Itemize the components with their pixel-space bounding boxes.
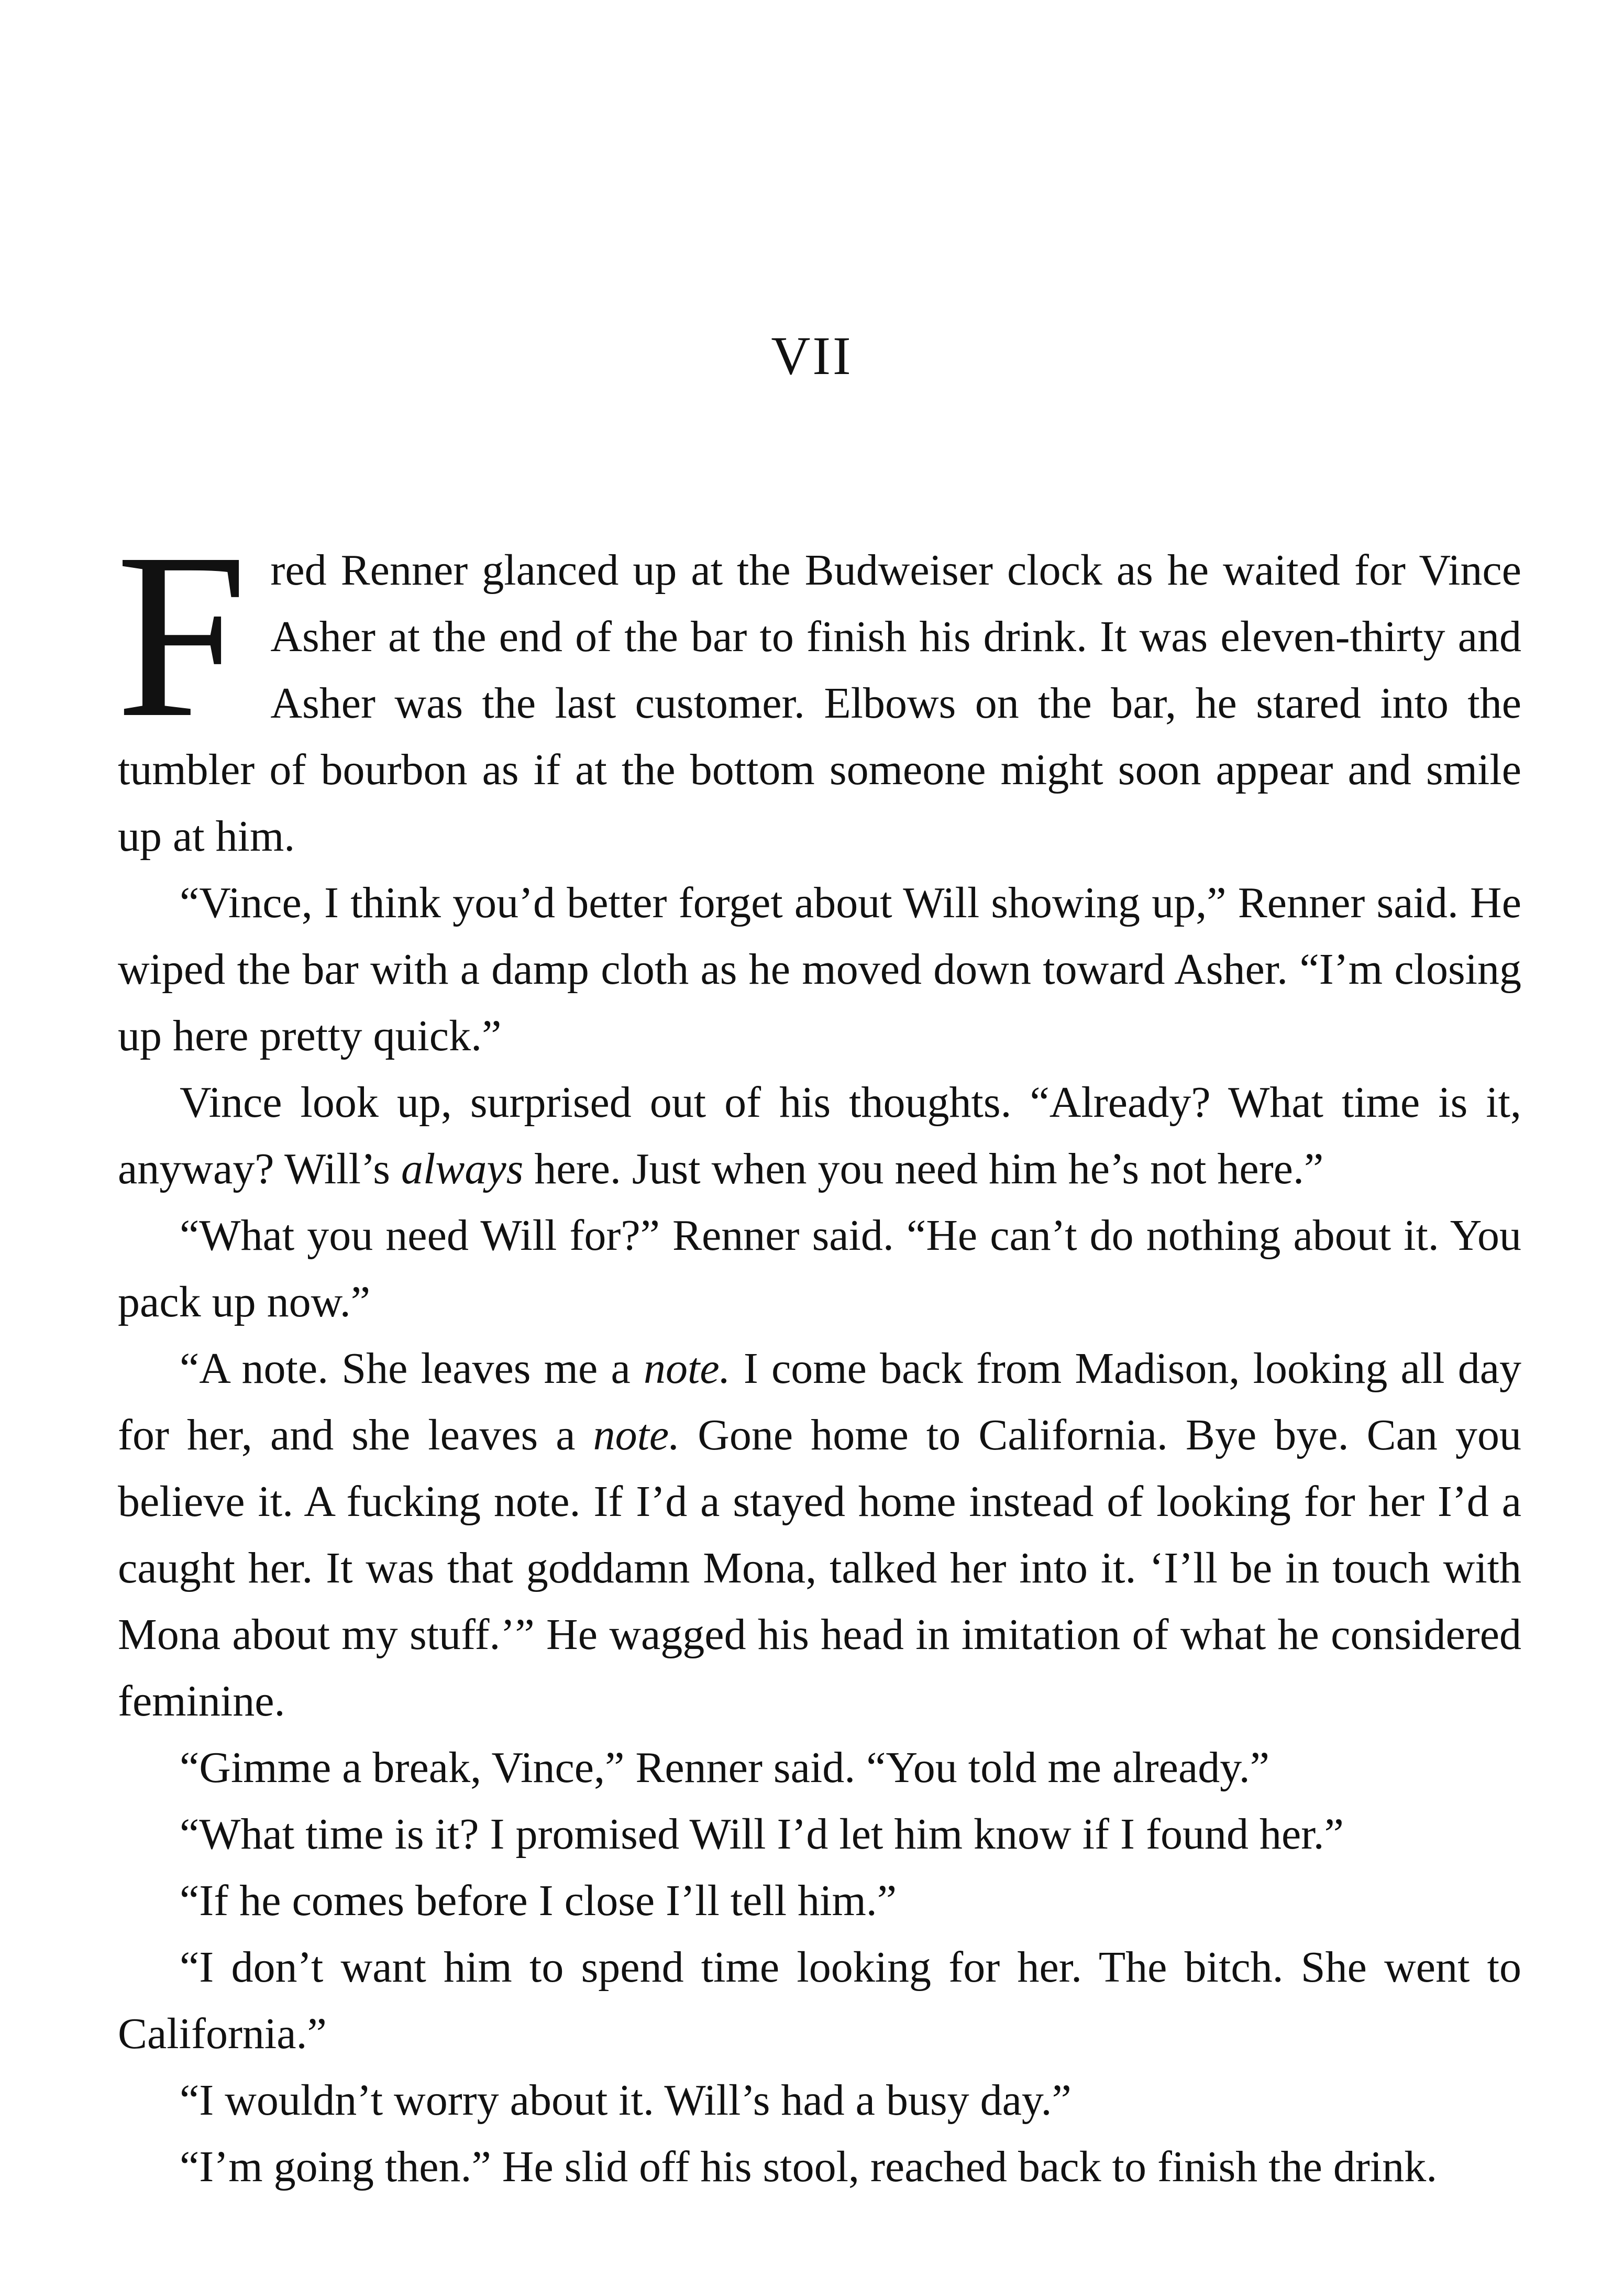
- paragraph-text: I come back from Madison, looking all day for her, and she leaves a: [118, 1344, 1521, 1459]
- paragraph-text: “I’m going then.” He slid off his stool, reached back to finish the drink.: [180, 2142, 1438, 2191]
- paragraph: [118, 1867, 1521, 1934]
- chapter-body: [116, 504, 1521, 2200]
- paragraph: [118, 1069, 1521, 1202]
- paragraph-text: red Renner glanced up at the Budweiser clock as he waited for Vince Asher at the end of the bar to finish his drink. It was eleven-thirty and Asher was the last customer. Elbows on the bar, he stared into the tumbler of bourbon as if at the bottom someone might soon appear and smile up at him.: [118, 546, 1521, 861]
- paragraph-text: here. Just when you need him he’s not here.”: [523, 1145, 1324, 1193]
- paragraph: [118, 1335, 1521, 1734]
- paragraph-text: “I wouldn’t worry about it. Will’s had a busy day.”: [180, 2076, 1071, 2125]
- paragraph-text: “What you need Will for?” Renner said. “He can’t do nothing about it. You pack up now.”: [118, 1211, 1521, 1326]
- paragraph: [118, 870, 1521, 1069]
- paragraph-text: Gone home to California. Bye bye. Can you believe it. A fucking note. If I’d a stayed home instead of looking for her I’d a caught her. It was that goddamn Mona, talked her into it. ‘I’ll be in touch with Mona about my stuff.’” He wagged his head in imitation of what he considered feminine.: [118, 1411, 1521, 1725]
- emphasis-text: note.: [593, 1411, 680, 1459]
- paragraph-text: “I don’t want him to spend time looking for her. The bitch. She went to California.”: [118, 1943, 1521, 2058]
- paragraph-text: “What time is it? I promised Will I’d let him know if I found her.”: [180, 1810, 1344, 1859]
- paragraph: [118, 1734, 1521, 1801]
- paragraph-text: “Vince, I think you’d better forget about Will showing up,” Renner said. He wiped the bar with a damp cloth as he moved down toward Asher. “I’m closing up here pretty quick.”: [118, 878, 1521, 1060]
- emphasis-text: note.: [644, 1344, 731, 1393]
- paragraph: [118, 1202, 1521, 1335]
- paragraph: [116, 504, 1521, 870]
- paragraph: [118, 1801, 1521, 1867]
- paragraph-text: “If he comes before I close I’ll tell him.”: [180, 1876, 897, 1925]
- paragraph: [118, 1934, 1521, 2067]
- chapter-heading: VII: [771, 326, 853, 386]
- emphasis-text: always: [401, 1145, 524, 1193]
- paragraph: [118, 2067, 1521, 2134]
- paragraph-text: Vince look up, surprised out of his thoughts. “Already? What time is it, anyway? Will’s: [118, 1078, 1521, 1193]
- paragraph: [118, 2134, 1521, 2200]
- paragraph-text: “Gimme a break, Vince,” Renner said. “You told me already.”: [180, 1743, 1270, 1792]
- paragraph-text: “A note. She leaves me a: [180, 1344, 644, 1393]
- drop-cap: F: [116, 504, 248, 766]
